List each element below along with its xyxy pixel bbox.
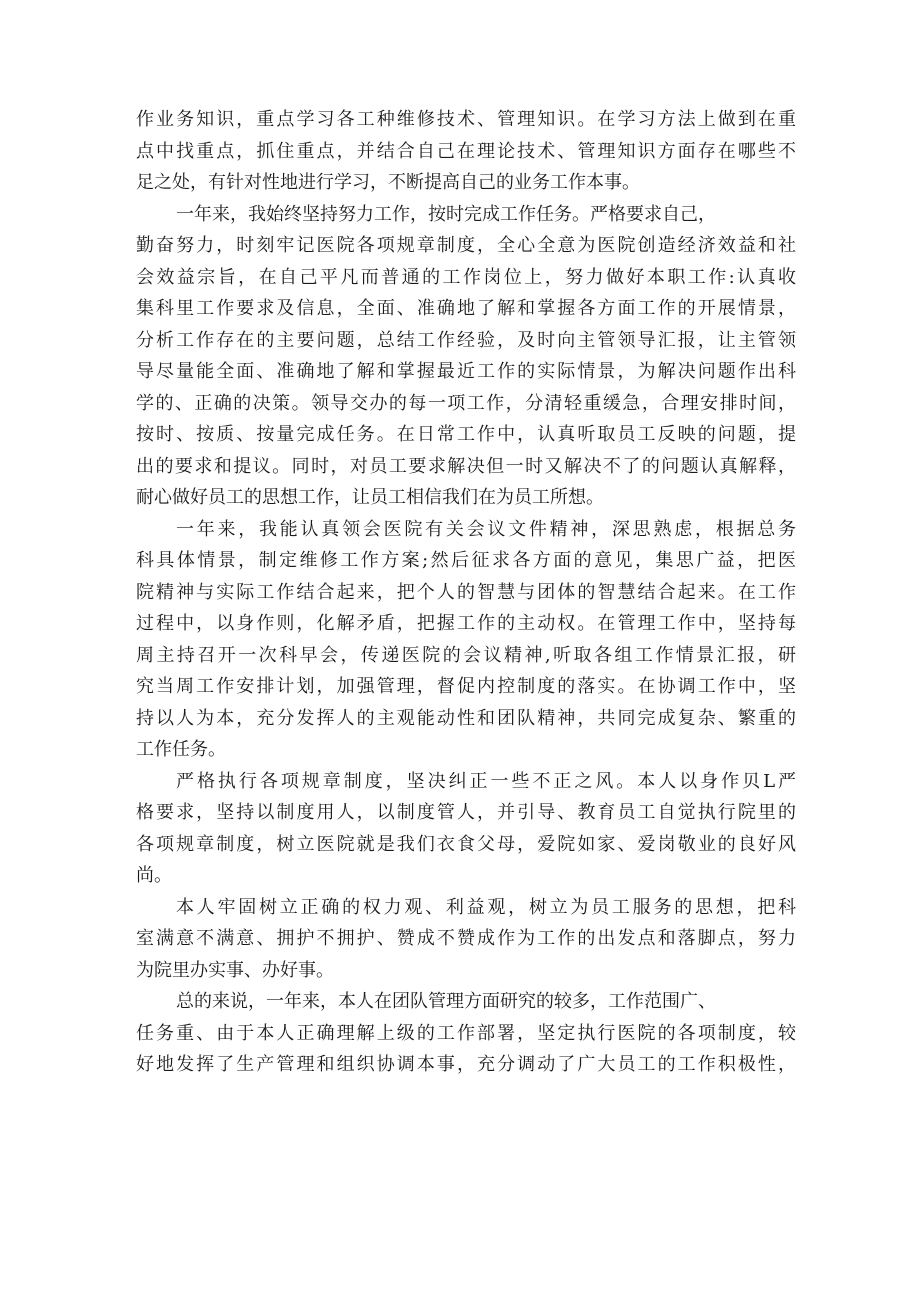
text-line: 室满意不满意、拥护不拥护、赞成不赞成作为工作的出发点和落脚点，努力 <box>136 928 796 949</box>
paragraph-5 <box>136 892 796 987</box>
text-line: 按时、按质、按量完成任务。在日常工作中，认真听取员工反映的问题，提 <box>136 424 796 445</box>
paragraph-3 <box>136 514 796 766</box>
text-line: 任务重、由于本人正确理解上级的工作部署，坚定执行医院的各项制度，较 <box>136 1022 796 1044</box>
text-line: 周主持召开一次科早会，传递医院的会议精神,听取各组工作情景汇报，研 <box>136 644 796 666</box>
text-line: 总的来说，一年来，本人在团队管理方面研究的较多，工作范围广、 <box>176 991 716 1012</box>
text-line: 严格执行各项规章制度，坚决纠正一些不正之风。本人以身作贝L严 <box>176 770 796 792</box>
text-line: 会效益宗旨，在自己平凡而普通的工作岗位上，努力做好本职工作:认真收 <box>136 266 796 288</box>
text-line: 院精神与实际工作结合起来，把个人的智慧与团体的智慧结合起来。在工作 <box>136 581 796 603</box>
text-line: 为院里办实事、办好事。 <box>136 959 334 981</box>
text-line: 学的、正确的决策。领导交办的每一项工作，分清轻重缓急，合理安排时间， <box>136 392 796 414</box>
text-line: 勤奋努力，时刻牢记医院各项规章制度，全心全意为医院创造经济效益和社 <box>136 235 796 256</box>
text-line: 导尽量能全面、准确地了解和掌握最近工作的实际情景，为解决问题作出科 <box>136 361 796 382</box>
text-line: 究当周工作安排计划，加强管理，督促内控制度的落实。在协调工作中，坚 <box>136 676 796 697</box>
paragraph-6 <box>136 986 796 1081</box>
text-line: 分析工作存在的主要问题，总结工作经验，及时向主管领导汇报，让主管领 <box>136 329 796 351</box>
text-line: 工作任务。 <box>136 739 226 760</box>
text-line: 集科里工作要求及信息，全面、准确地了解和掌握各方面工作的开展情景， <box>136 298 796 319</box>
text-line: 持以人为本，充分发挥人的主观能动性和团队精神，共同完成复杂、繁重的 <box>136 707 796 729</box>
text-line: 点中找重点，抓住重点，并结合自己在理论技术、管理知识方面存在哪些不 <box>136 140 796 162</box>
text-line: 一年来，我能认真领会医院有关会议文件精神，深思熟虑，根据总务 <box>176 518 796 540</box>
text-line: 足之处，有针对性地进行学习，不断提高自己的业务工作本事。 <box>136 172 640 193</box>
text-line: 各项规章制度，树立医院就是我们衣食父母，爱院如家、爱岗敬业的良好风 <box>136 833 796 855</box>
paragraph-1 <box>136 104 796 199</box>
paragraph-2 <box>136 199 796 514</box>
text-line: 尚。 <box>136 865 172 886</box>
text-line: 好地发挥了生产管理和组织协调本事，充分调动了广大员工的工作积极性， <box>136 1054 796 1075</box>
text-line: 耐心做好员工的思想工作，让员工相信我们在为员工所想。 <box>136 487 604 508</box>
document-body <box>136 104 796 1081</box>
text-line: 一年来，我始终坚持努力工作，按时完成工作任务。严格要求自己， <box>176 203 716 225</box>
text-line: 过程中，以身作则，化解矛盾，把握工作的主动权。在管理工作中，坚持每 <box>136 613 796 634</box>
text-line: 本人牢固树立正确的权力观、利益观，树立为员工服务的思想，把科 <box>176 896 796 918</box>
text-line: 出的要求和提议。同时，对员工要求解决但一时又解决不了的问题认真解释， <box>136 455 796 477</box>
text-line: 作业务知识，重点学习各工种维修技术、管理知识。在学习方法上做到在重 <box>136 109 796 130</box>
paragraph-4 <box>136 766 796 892</box>
text-line: 科具体情景，制定维修工作方案;然后征求各方面的意见，集思广益，把医 <box>136 550 796 571</box>
text-line: 格要求，坚持以制度用人，以制度管人，并引导、教育员工自觉执行院里的 <box>136 802 796 823</box>
